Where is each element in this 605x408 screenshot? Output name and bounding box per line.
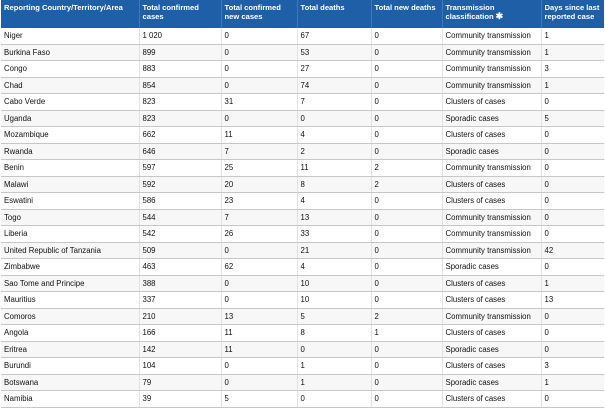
cell-days-since: 13 bbox=[541, 292, 604, 309]
cell-total-confirmed: 542 bbox=[139, 226, 221, 243]
cell-days-since: 0 bbox=[541, 160, 604, 177]
cell-country: Congo bbox=[1, 61, 139, 78]
cell-total-confirmed: 586 bbox=[139, 193, 221, 210]
cell-country: Comoros bbox=[1, 308, 139, 325]
cell-total-confirmed: 883 bbox=[139, 61, 221, 78]
cell-transmission: Clusters of cases bbox=[442, 358, 541, 375]
cell-days-since: 0 bbox=[541, 391, 604, 408]
cell-total-confirmed: 509 bbox=[139, 242, 221, 259]
cell-new-confirmed: 11 bbox=[221, 325, 297, 342]
cell-new-confirmed: 11 bbox=[221, 341, 297, 358]
cell-new-confirmed: 7 bbox=[221, 209, 297, 226]
cell-days-since: 3 bbox=[541, 61, 604, 78]
cell-total-deaths: 27 bbox=[297, 61, 371, 78]
cell-transmission: Community transmission bbox=[442, 28, 541, 44]
cell-transmission: Sporadic cases bbox=[442, 259, 541, 276]
cell-total-deaths: 53 bbox=[297, 44, 371, 61]
cell-new-confirmed: 0 bbox=[221, 110, 297, 127]
cell-country: Angola bbox=[1, 325, 139, 342]
cell-new-confirmed: 31 bbox=[221, 94, 297, 111]
table-row bbox=[1, 391, 604, 408]
cell-total-deaths: 4 bbox=[297, 259, 371, 276]
cell-transmission: Clusters of cases bbox=[442, 391, 541, 408]
cell-total-deaths: 7 bbox=[297, 94, 371, 111]
header-country: Reporting Country/Territory/Area bbox=[1, 0, 139, 28]
cell-new-deaths: 0 bbox=[371, 110, 442, 127]
cell-days-since: 42 bbox=[541, 242, 604, 259]
table-row bbox=[1, 44, 604, 61]
cell-new-deaths: 0 bbox=[371, 44, 442, 61]
cell-new-confirmed: 0 bbox=[221, 28, 297, 44]
cell-transmission: Community transmission bbox=[442, 77, 541, 94]
cell-country: Burundi bbox=[1, 358, 139, 375]
cell-total-confirmed: 210 bbox=[139, 308, 221, 325]
cell-country: United Republic of Tanzania bbox=[1, 242, 139, 259]
cell-total-confirmed: 854 bbox=[139, 77, 221, 94]
cell-country: Eritrea bbox=[1, 341, 139, 358]
cell-transmission: Community transmission bbox=[442, 160, 541, 177]
cell-total-confirmed: 337 bbox=[139, 292, 221, 309]
cell-total-deaths: 11 bbox=[297, 160, 371, 177]
cell-country: Burkina Faso bbox=[1, 44, 139, 61]
cell-total-confirmed: 597 bbox=[139, 160, 221, 177]
cell-transmission: Sporadic cases bbox=[442, 143, 541, 160]
cell-transmission: Clusters of cases bbox=[442, 325, 541, 342]
cell-new-confirmed: 11 bbox=[221, 127, 297, 144]
cell-new-confirmed: 0 bbox=[221, 374, 297, 391]
cell-days-since: 5 bbox=[541, 110, 604, 127]
cell-days-since: 0 bbox=[541, 176, 604, 193]
table-row bbox=[1, 94, 604, 111]
table-row bbox=[1, 193, 604, 210]
cell-new-deaths: 0 bbox=[371, 143, 442, 160]
cell-country: Mauritius bbox=[1, 292, 139, 309]
table-row bbox=[1, 160, 604, 177]
cell-transmission: Sporadic cases bbox=[442, 110, 541, 127]
table-row bbox=[1, 259, 604, 276]
cell-country: Malawi bbox=[1, 176, 139, 193]
table-row bbox=[1, 77, 604, 94]
header-new-confirmed: Total confirmed new cases bbox=[221, 0, 297, 28]
cell-new-confirmed: 0 bbox=[221, 292, 297, 309]
header-new-deaths: Total new deaths bbox=[371, 0, 442, 28]
cell-new-deaths: 0 bbox=[371, 193, 442, 210]
cell-new-deaths: 0 bbox=[371, 94, 442, 111]
table-row bbox=[1, 292, 604, 309]
cell-days-since: 0 bbox=[541, 94, 604, 111]
cell-total-confirmed: 1 020 bbox=[139, 28, 221, 44]
cell-total-deaths: 4 bbox=[297, 127, 371, 144]
cell-total-deaths: 13 bbox=[297, 209, 371, 226]
table-row bbox=[1, 209, 604, 226]
cell-country: Niger bbox=[1, 28, 139, 44]
cell-new-confirmed: 5 bbox=[221, 391, 297, 408]
cell-total-deaths: 8 bbox=[297, 176, 371, 193]
cell-total-confirmed: 79 bbox=[139, 374, 221, 391]
cell-days-since: 1 bbox=[541, 275, 604, 292]
cell-days-since: 1 bbox=[541, 28, 604, 44]
cell-total-confirmed: 823 bbox=[139, 94, 221, 111]
cell-total-deaths: 74 bbox=[297, 77, 371, 94]
cell-total-deaths: 33 bbox=[297, 226, 371, 243]
cell-new-deaths: 0 bbox=[371, 28, 442, 44]
cell-new-confirmed: 13 bbox=[221, 308, 297, 325]
cell-days-since: 0 bbox=[541, 193, 604, 210]
cell-total-deaths: 1 bbox=[297, 358, 371, 375]
cell-new-deaths: 0 bbox=[371, 127, 442, 144]
table-row bbox=[1, 176, 604, 193]
cell-transmission: Sporadic cases bbox=[442, 341, 541, 358]
cell-days-since: 0 bbox=[541, 209, 604, 226]
table-row bbox=[1, 242, 604, 259]
cell-total-deaths: 10 bbox=[297, 275, 371, 292]
cell-transmission: Community transmission bbox=[442, 242, 541, 259]
table-row bbox=[1, 275, 604, 292]
cell-total-deaths: 0 bbox=[297, 341, 371, 358]
cell-new-confirmed: 0 bbox=[221, 242, 297, 259]
cell-transmission: Community transmission bbox=[442, 44, 541, 61]
cell-days-since: 0 bbox=[541, 325, 604, 342]
cell-new-confirmed: 23 bbox=[221, 193, 297, 210]
cell-transmission: Clusters of cases bbox=[442, 193, 541, 210]
table-row bbox=[1, 61, 604, 78]
cell-transmission: Community transmission bbox=[442, 61, 541, 78]
cell-total-confirmed: 899 bbox=[139, 44, 221, 61]
table-row bbox=[1, 308, 604, 325]
cell-country: Mozambique bbox=[1, 127, 139, 144]
cell-total-confirmed: 823 bbox=[139, 110, 221, 127]
cell-new-deaths: 2 bbox=[371, 176, 442, 193]
cell-days-since: 0 bbox=[541, 341, 604, 358]
cell-total-confirmed: 544 bbox=[139, 209, 221, 226]
covid-cases-table bbox=[1, 0, 604, 408]
cell-total-confirmed: 592 bbox=[139, 176, 221, 193]
table-row bbox=[1, 28, 604, 44]
table-row bbox=[1, 358, 604, 375]
cell-new-confirmed: 0 bbox=[221, 61, 297, 78]
cell-transmission: Clusters of cases bbox=[442, 275, 541, 292]
cell-country: Liberia bbox=[1, 226, 139, 243]
cell-transmission: Clusters of cases bbox=[442, 127, 541, 144]
cell-country: Eswatini bbox=[1, 193, 139, 210]
cell-transmission: Community transmission bbox=[442, 209, 541, 226]
header-transmission-label: Transmission classification bbox=[445, 3, 495, 21]
table-row bbox=[1, 374, 604, 391]
cell-days-since: 0 bbox=[541, 127, 604, 144]
cell-country: Chad bbox=[1, 77, 139, 94]
cell-days-since: 1 bbox=[541, 77, 604, 94]
cell-new-confirmed: 62 bbox=[221, 259, 297, 276]
cell-new-deaths: 0 bbox=[371, 341, 442, 358]
cell-total-deaths: 2 bbox=[297, 143, 371, 160]
cell-total-confirmed: 662 bbox=[139, 127, 221, 144]
cell-country: Uganda bbox=[1, 110, 139, 127]
cell-new-confirmed: 20 bbox=[221, 176, 297, 193]
table-row bbox=[1, 341, 604, 358]
cell-days-since: 0 bbox=[541, 259, 604, 276]
cell-total-confirmed: 39 bbox=[139, 391, 221, 408]
cell-total-confirmed: 142 bbox=[139, 341, 221, 358]
cell-days-since: 0 bbox=[541, 143, 604, 160]
cell-country: Zimbabwe bbox=[1, 259, 139, 276]
cell-new-deaths: 0 bbox=[371, 61, 442, 78]
table-header bbox=[1, 0, 604, 28]
asterisk-icon: ✱ bbox=[495, 11, 504, 21]
cell-total-confirmed: 646 bbox=[139, 143, 221, 160]
header-transmission bbox=[442, 0, 541, 28]
cell-new-deaths: 0 bbox=[371, 209, 442, 226]
table-row bbox=[1, 110, 604, 127]
cell-new-deaths: 0 bbox=[371, 226, 442, 243]
cell-new-deaths: 0 bbox=[371, 391, 442, 408]
cell-country: Togo bbox=[1, 209, 139, 226]
cell-total-deaths: 8 bbox=[297, 325, 371, 342]
cell-country: Cabo Verde bbox=[1, 94, 139, 111]
header-days-since: Days since last reported case bbox=[541, 0, 604, 28]
cell-new-deaths: 0 bbox=[371, 242, 442, 259]
table-row bbox=[1, 127, 604, 144]
cell-new-deaths: 0 bbox=[371, 358, 442, 375]
cell-new-deaths: 0 bbox=[371, 77, 442, 94]
cell-new-confirmed: 0 bbox=[221, 275, 297, 292]
table-row bbox=[1, 143, 604, 160]
cell-days-since: 1 bbox=[541, 374, 604, 391]
cell-new-deaths: 1 bbox=[371, 325, 442, 342]
cell-new-confirmed: 0 bbox=[221, 77, 297, 94]
cell-new-deaths: 0 bbox=[371, 275, 442, 292]
cell-country: Sao Tome and Principe bbox=[1, 275, 139, 292]
cell-new-deaths: 0 bbox=[371, 259, 442, 276]
cell-new-deaths: 0 bbox=[371, 292, 442, 309]
cell-total-confirmed: 388 bbox=[139, 275, 221, 292]
cell-total-confirmed: 104 bbox=[139, 358, 221, 375]
cell-country: Botswana bbox=[1, 374, 139, 391]
cell-total-confirmed: 463 bbox=[139, 259, 221, 276]
cell-days-since: 0 bbox=[541, 308, 604, 325]
cell-transmission: Community transmission bbox=[442, 308, 541, 325]
cell-total-deaths: 67 bbox=[297, 28, 371, 44]
cell-days-since: 0 bbox=[541, 226, 604, 243]
cell-country: Namibia bbox=[1, 391, 139, 408]
header-total-deaths: Total deaths bbox=[297, 0, 371, 28]
cell-total-deaths: 10 bbox=[297, 292, 371, 309]
cell-transmission: Community transmission bbox=[442, 226, 541, 243]
cell-total-deaths: 1 bbox=[297, 374, 371, 391]
cell-days-since: 3 bbox=[541, 358, 604, 375]
cell-transmission: Clusters of cases bbox=[442, 176, 541, 193]
cell-total-deaths: 0 bbox=[297, 391, 371, 408]
cell-transmission: Sporadic cases bbox=[442, 374, 541, 391]
cell-country: Rwanda bbox=[1, 143, 139, 160]
cell-new-confirmed: 26 bbox=[221, 226, 297, 243]
cell-country: Benin bbox=[1, 160, 139, 177]
cell-new-confirmed: 7 bbox=[221, 143, 297, 160]
cell-total-deaths: 4 bbox=[297, 193, 371, 210]
header-total-confirmed: Total confirmed cases bbox=[139, 0, 221, 28]
cell-days-since: 1 bbox=[541, 44, 604, 61]
cell-new-confirmed: 0 bbox=[221, 358, 297, 375]
header-row bbox=[1, 0, 604, 28]
cell-total-confirmed: 166 bbox=[139, 325, 221, 342]
cell-total-deaths: 5 bbox=[297, 308, 371, 325]
cell-transmission: Clusters of cases bbox=[442, 292, 541, 309]
cell-new-confirmed: 25 bbox=[221, 160, 297, 177]
table-row bbox=[1, 226, 604, 243]
cell-total-deaths: 0 bbox=[297, 110, 371, 127]
cell-new-deaths: 2 bbox=[371, 160, 442, 177]
cell-transmission: Clusters of cases bbox=[442, 94, 541, 111]
cell-new-deaths: 2 bbox=[371, 308, 442, 325]
cell-new-confirmed: 0 bbox=[221, 44, 297, 61]
table-row bbox=[1, 325, 604, 342]
covid-table-container bbox=[1, 0, 604, 408]
table-body bbox=[1, 28, 604, 407]
cell-total-deaths: 21 bbox=[297, 242, 371, 259]
cell-new-deaths: 0 bbox=[371, 374, 442, 391]
